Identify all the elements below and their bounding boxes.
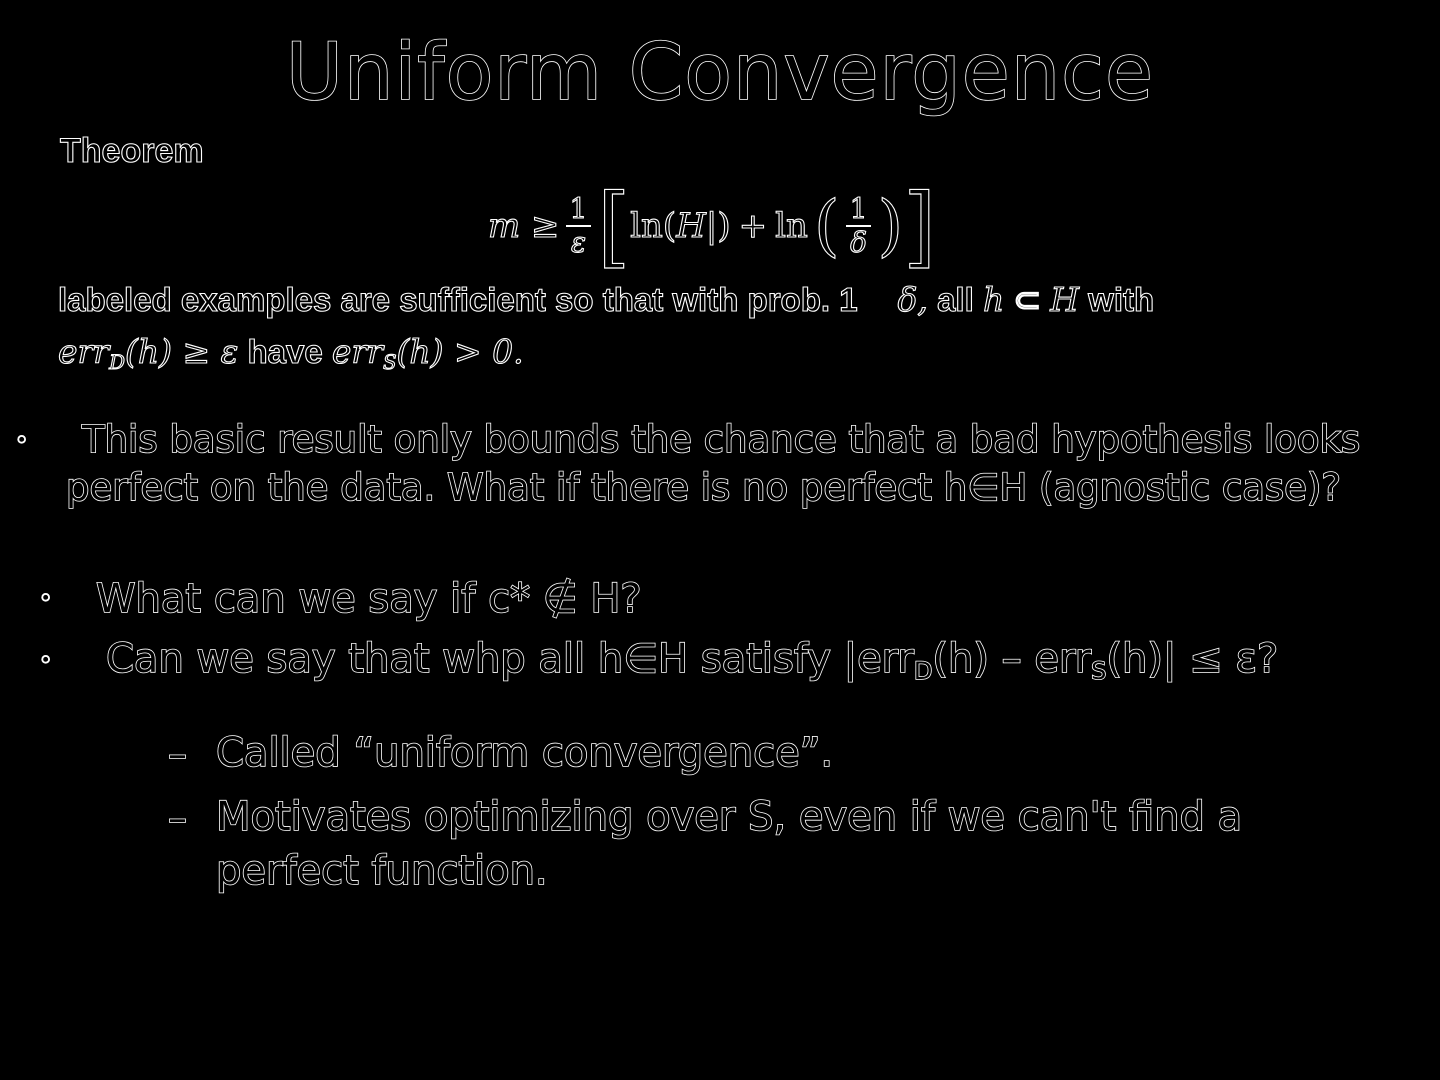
bullet-marker: ◦ bbox=[38, 646, 54, 676]
theorem-delta: δ, bbox=[897, 280, 928, 319]
formula-bracket-close: ] bbox=[903, 174, 936, 278]
bullet-1-line-2: perfect on the data. What if there is no perfect h∈H (agnostic case)? bbox=[66, 466, 1342, 509]
subbullet-marker: – bbox=[168, 796, 187, 840]
bullet-marker: ◦ bbox=[14, 426, 30, 456]
subbullet-2-line-1: Motivates optimizing over S, even if we can't find a bbox=[216, 794, 1243, 840]
formula-frac-denominator: ε bbox=[570, 226, 586, 259]
theorem-subset: ⊂ bbox=[1013, 281, 1042, 318]
slide-title: Uniform Convergence bbox=[285, 28, 1155, 118]
formula-ln-1: ln( bbox=[630, 206, 677, 246]
theorem-H: H bbox=[1050, 280, 1079, 319]
formula-paren-open: ( bbox=[813, 187, 840, 264]
bullet-marker: ◦ bbox=[38, 584, 54, 614]
formula-lhs: m ≥ bbox=[488, 206, 560, 246]
formula-frac-numerator: 1 bbox=[569, 192, 588, 225]
formula-ln-1-close: ) bbox=[717, 206, 731, 246]
theorem-err-s: err bbox=[331, 332, 383, 371]
subbullet-marker: – bbox=[168, 732, 187, 776]
theorem-h: h bbox=[982, 280, 1005, 319]
theorem-all: all bbox=[937, 281, 974, 318]
bullet-3-sub-d: D bbox=[913, 657, 933, 686]
formula-inner-fraction bbox=[846, 192, 872, 259]
bullet-3-post: (h)| ≤ ε? bbox=[1106, 636, 1279, 682]
theorem-err-d: err bbox=[58, 332, 110, 371]
subbullet-1-text: Called “uniform convergence”. bbox=[216, 730, 834, 776]
formula-plus: + bbox=[738, 206, 768, 246]
theorem-label: Theorem bbox=[60, 132, 204, 170]
theorem-formula bbox=[488, 176, 936, 276]
formula-paren-close: ) bbox=[877, 187, 904, 264]
theorem-h-geq-eps: (h) ≥ ε bbox=[124, 332, 239, 371]
formula-inner-numerator: 1 bbox=[849, 192, 868, 225]
bullet-3-text bbox=[106, 636, 1278, 685]
theorem-statement-line-2 bbox=[58, 332, 524, 374]
bullet-3-mid: (h) – err bbox=[932, 636, 1092, 682]
bullet-2-text: What can we say if c* ∉ H? bbox=[96, 576, 642, 622]
theorem-with: with bbox=[1088, 281, 1155, 318]
formula-fraction bbox=[566, 192, 592, 259]
theorem-line1-text: labeled examples are sufficient so that with prob. 1 bbox=[58, 281, 858, 318]
formula-inner-denominator: δ bbox=[850, 226, 867, 259]
bullet-3-pre: Can we say that whp all h∈H satisfy |err bbox=[106, 636, 914, 682]
bullet-1-line-1: This basic result only bounds the chance that a bad hypothesis looks bbox=[82, 418, 1361, 461]
theorem-statement-line-1 bbox=[58, 280, 1154, 319]
bullet-3-sub-s: S bbox=[1091, 657, 1107, 686]
formula-bracket-open: [ bbox=[597, 174, 631, 278]
theorem-sub-d: D bbox=[109, 350, 125, 374]
formula-ln-2: ln bbox=[775, 206, 808, 246]
theorem-h-gt-zero: (h) > 0. bbox=[396, 332, 524, 371]
theorem-sub-s: S bbox=[382, 350, 397, 374]
theorem-have: have bbox=[247, 333, 323, 370]
formula-set-size: H| bbox=[676, 206, 718, 246]
subbullet-2-line-2: perfect function. bbox=[216, 848, 548, 894]
